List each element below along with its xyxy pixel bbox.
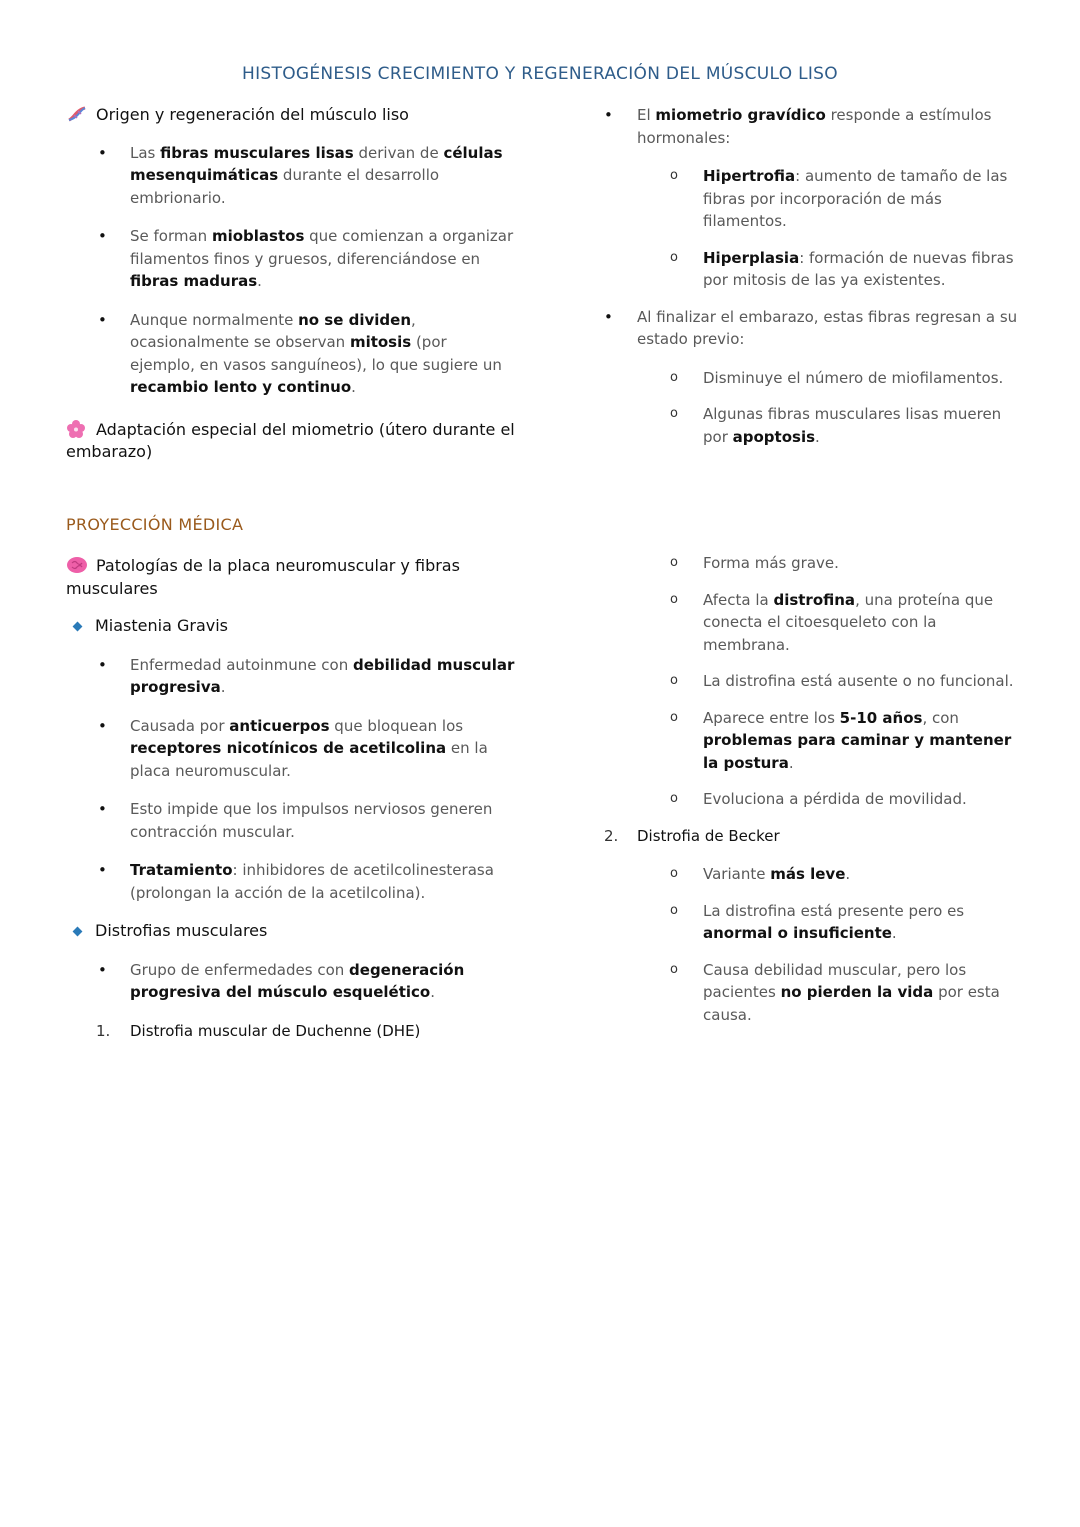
bold-text: anticuerpos xyxy=(229,716,330,735)
text: Grupo de enfermedades con xyxy=(130,960,350,979)
section-pathologies xyxy=(66,555,516,1058)
bold-text: no se dividen xyxy=(298,310,412,329)
text: durante el desarrollo embrionario. xyxy=(130,166,440,207)
text: . xyxy=(815,427,820,446)
list-item xyxy=(66,715,516,783)
bullet-marker: • xyxy=(98,861,107,879)
bullet-marker: • xyxy=(604,307,613,326)
bold-text: fibras maduras xyxy=(130,272,258,290)
text: Disminuye el número de miofilamentos. xyxy=(703,368,1004,387)
bold-text: distrofina xyxy=(773,590,856,609)
bold-text: Hipertrofia xyxy=(703,167,796,185)
section-heading-origin: Origen y regeneración del músculo liso xyxy=(66,104,516,127)
text: Esto impide que los impulsos nerviosos generen contracción muscular. xyxy=(130,800,493,841)
sub-list-item xyxy=(604,788,1024,811)
numbered-item-becker: 2. Distrofia de Becker xyxy=(604,825,1024,848)
text: : aumento de tamaño de las fibras por incorporación de más filamentos. xyxy=(703,167,1008,230)
sub-list-item xyxy=(604,247,1024,292)
sub-list-item xyxy=(604,367,1024,390)
sub-list-item xyxy=(604,165,1024,233)
text: que comienzan a organizar filamentos finos y gruesos, diferenciándose en xyxy=(130,227,514,268)
sub-bullet-marker: o xyxy=(670,406,678,421)
sub-bullet-marker: o xyxy=(670,369,678,385)
list-item xyxy=(604,306,1024,351)
section-label-projection: PROYECCIÓN MÉDICA xyxy=(66,515,244,534)
text: . xyxy=(430,983,435,1001)
text: Las xyxy=(130,143,161,162)
text: : inhibidores de acetilcolinesterasa (prolongan la acción de la acetilcolina). xyxy=(130,861,494,902)
flower-icon xyxy=(66,420,88,438)
bold-text: 5-10 años xyxy=(839,708,923,727)
diamond-bullet-icon xyxy=(73,622,83,632)
bold-text: fibras musculares lisas xyxy=(160,143,354,162)
list-item xyxy=(66,859,516,904)
sub-list-item xyxy=(604,670,1024,693)
section-heading-myometrium: Adaptación especial del miometrio (útero durante el embarazo) xyxy=(66,419,515,461)
list-item xyxy=(66,798,516,843)
text: Algunas fibras musculares lisas mueren por xyxy=(703,405,1002,446)
list-item xyxy=(604,104,1024,149)
text: El xyxy=(637,106,656,124)
text: que bloquean los xyxy=(329,716,464,735)
bullet-marker: • xyxy=(98,716,107,735)
sub-bullet-marker: o xyxy=(670,555,678,570)
text: (por ejemplo, en vasos sanguíneos), lo que sugiere un xyxy=(130,333,502,374)
text: Causa debilidad muscular, pero los pacientes xyxy=(703,960,967,1001)
sub-list-item xyxy=(604,863,1024,886)
bold-text: apoptosis xyxy=(732,427,816,446)
sub-bullet-marker: o xyxy=(670,791,678,806)
page-title: HISTOGÉNESIS CRECIMIENTO Y REGENERACIÓN DEL MÚSCULO LISO xyxy=(242,64,838,84)
text: . xyxy=(845,865,851,883)
text: Al finalizar el embarazo, estas fibras regresan a su estado previo: xyxy=(637,307,1018,348)
bullet-marker: • xyxy=(98,960,107,979)
section-heading-pathologies: Patologías de la placa neuromuscular y fibras musculares xyxy=(66,556,460,598)
bold-text: Hiperplasia xyxy=(703,248,800,267)
text: La distrofina está ausente o no funcional. xyxy=(703,672,1014,690)
bullet-marker: • xyxy=(98,310,107,329)
sub-bullet-marker: o xyxy=(670,168,678,183)
sub-bullet-marker: o xyxy=(670,902,678,918)
text: Forma más grave. xyxy=(703,554,839,572)
bullet-marker: • xyxy=(98,143,107,162)
text: . xyxy=(891,924,897,942)
text: : formación de nuevas fibras por mitosis de las ya existentes. xyxy=(703,248,1014,289)
sub-list-item xyxy=(604,589,1024,657)
text: Variante xyxy=(703,865,771,883)
text: derivan de xyxy=(353,143,444,162)
brain-icon xyxy=(66,556,88,574)
subsection-heading-myasthenia: Miastenia Gravis xyxy=(66,615,516,638)
sub-bullet-marker: o xyxy=(670,961,678,977)
bold-text: células mesenquimáticas xyxy=(130,143,503,184)
text: responde a estímulos hormonales: xyxy=(637,106,992,147)
bold-text: más leve xyxy=(770,865,846,883)
bold-text: degeneración progresiva del músculo esquelético xyxy=(130,960,465,1001)
bold-text: no pierden la vida xyxy=(780,983,934,1001)
sub-bullet-marker: o xyxy=(670,673,678,688)
text: Aunque normalmente xyxy=(130,310,299,329)
bold-text: miometrio gravídico xyxy=(655,106,826,124)
text: Enfermedad autoinmune con xyxy=(130,655,353,674)
sub-bullet-marker: o xyxy=(670,709,678,725)
numbered-item-duchenne: 1. Distrofia muscular de Duchenne (DHE) xyxy=(66,1020,516,1043)
sub-bullet-marker: o xyxy=(670,249,678,265)
number-marker: 2. xyxy=(604,826,619,845)
sub-bullet-marker: o xyxy=(670,866,678,881)
section-myometrium-details xyxy=(604,104,1024,462)
text: , con xyxy=(922,708,959,727)
bold-text: mioblastos xyxy=(211,227,305,245)
bullet-marker: • xyxy=(98,227,107,245)
text: Afecta la xyxy=(703,590,774,609)
text: Aparece entre los xyxy=(703,708,840,727)
text: . xyxy=(220,678,226,696)
bold-text: recambio lento y continuo xyxy=(130,378,352,396)
text: La distrofina está presente pero es xyxy=(703,901,965,920)
text: Evoluciona a pérdida de movilidad. xyxy=(703,790,967,808)
sub-bullet-marker: o xyxy=(670,591,678,607)
text: Causada por xyxy=(130,716,230,735)
section-origin xyxy=(66,104,516,479)
dna-icon xyxy=(66,105,88,123)
bold-text: receptores nicotínicos de acetilcolina xyxy=(130,739,447,757)
bold-text: anormal o insuficiente xyxy=(703,924,892,942)
bold-text: mitosis xyxy=(349,333,412,351)
subsection-heading-dystrophies: Distrofias musculares xyxy=(66,920,516,943)
sub-list-item xyxy=(604,707,1024,775)
sub-list-item xyxy=(604,959,1024,1027)
text: . xyxy=(788,753,794,772)
list-item xyxy=(66,959,516,1004)
number-marker: 1. xyxy=(96,1021,111,1040)
bold-text: problemas para caminar y mantener la postura xyxy=(703,731,1012,772)
bullet-marker: • xyxy=(604,106,613,124)
sub-list-item xyxy=(604,552,1024,575)
sub-list-item xyxy=(604,900,1024,945)
list-item xyxy=(66,225,516,293)
text: , ocasionalmente se observan xyxy=(130,310,416,351)
list-item xyxy=(66,142,516,210)
text: . xyxy=(351,378,356,396)
origin-list xyxy=(66,142,516,399)
section-dystrophy-details xyxy=(604,552,1024,1040)
text: , una proteína que conecta el citoesqueleto con la membrana. xyxy=(703,590,994,654)
list-item xyxy=(66,654,516,699)
diamond-bullet-icon xyxy=(73,927,83,937)
list-item xyxy=(66,309,516,399)
bold-text: Tratamiento xyxy=(130,861,233,879)
text: en la placa neuromuscular. xyxy=(130,739,488,780)
text: . xyxy=(257,272,262,290)
sub-list-item xyxy=(604,403,1024,448)
bullet-marker: • xyxy=(98,800,107,818)
bullet-marker: • xyxy=(98,655,107,674)
text: Se forman xyxy=(130,227,212,245)
text: por esta causa. xyxy=(703,983,1000,1024)
bold-text: debilidad muscular progresiva xyxy=(130,655,515,696)
